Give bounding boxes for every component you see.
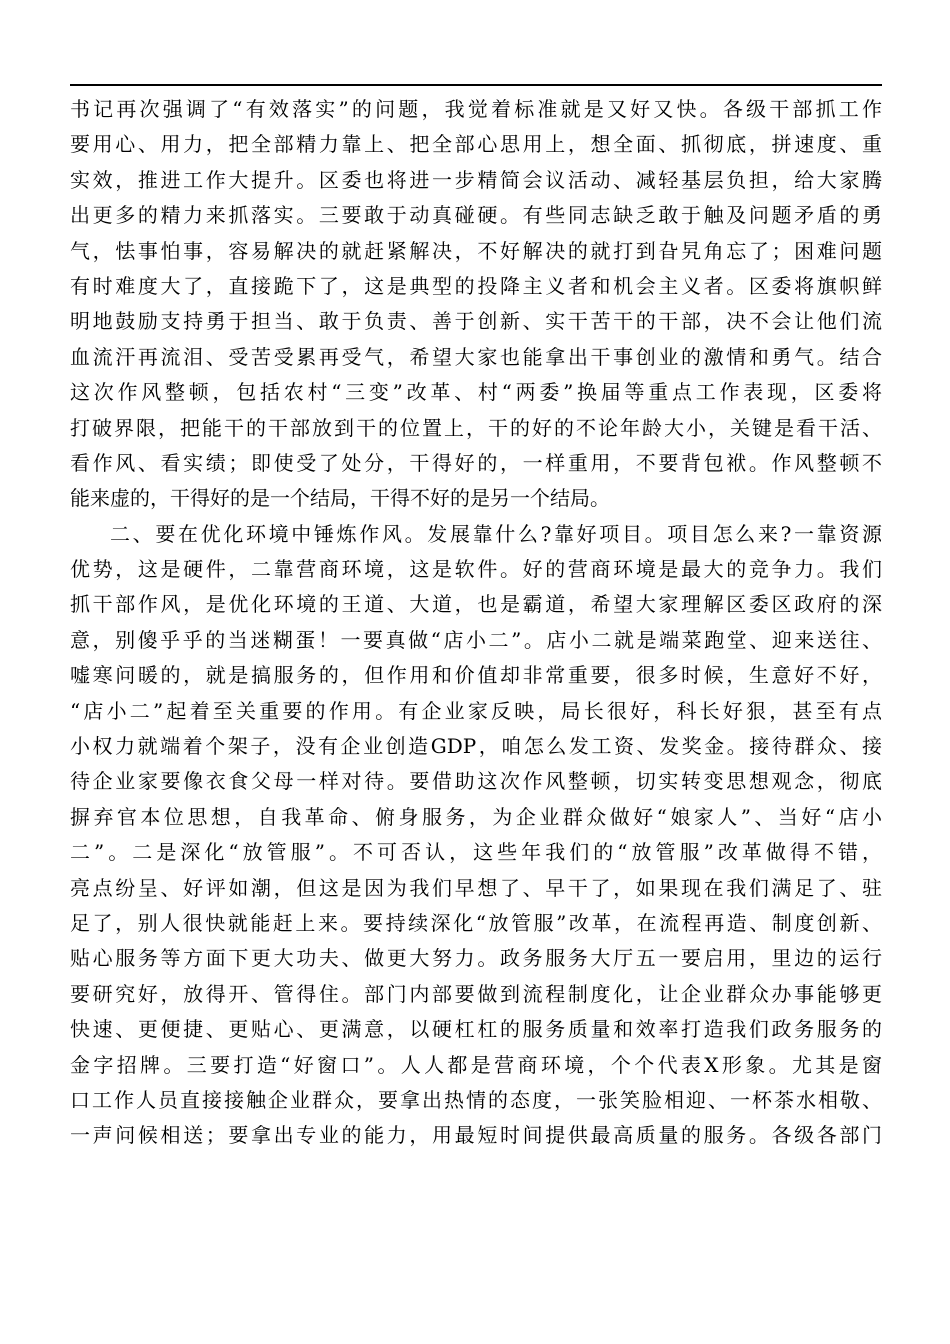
text-line: 这次作风整顿，包括农村“三变”改革、村“两委”换届等重点工作表现，区委将 <box>70 380 882 405</box>
text-line: 二”。二是深化“放管服”。不可否认，这些年我们的“放管服”改革做得不错， <box>70 840 882 865</box>
text-line: 明地鼓励支持勇于担当、敢于负责、善于创新、实干苦干的干部，决不会让他们流 <box>70 309 882 334</box>
text-line: 出更多的精力来抓落实。三要敢于动真碰硬。有些同志缺乏敢于触及问题矛盾的勇 <box>70 203 882 228</box>
text-line: 抓干部作风，是优化环境的王道、大道，也是霸道，希望大家理解区委区政府的深 <box>70 592 882 617</box>
text-line: 实效，推进工作大提升。区委也将进一步精简会议活动、减轻基层负担，给大家腾 <box>70 167 882 192</box>
text-line: 快速、更便捷、更贴心、更满意，以硬杠杠的服务质量和效率打造我们政务服务的 <box>70 1017 882 1042</box>
paragraph <box>70 517 882 1154</box>
text-line: 金字招牌。三要打造“好窗口”。人人都是营商环境，个个代表X形象。尤其是窗 <box>70 1052 882 1077</box>
text-line: 优势，这是硬件，二靠营商环境，这是软件。好的营商环境是最大的竞争力。我们 <box>70 557 882 582</box>
text-line: 嘘寒问暖的，就是搞服务的，但作用和价值却非常重要，很多时候，生意好不好， <box>70 663 882 688</box>
text-line: 意，别傻乎乎的当迷糊蛋！一要真做“店小二”。店小二就是端菜跑堂、迎来送往、 <box>70 627 882 652</box>
text-line: 小权力就端着个架子，没有企业创造GDP，咱怎么发工资、发奖金。接待群众、接 <box>70 734 882 759</box>
text-line: 能来虚的，干得好的是一个结局，干得不好的是另一个结局。 <box>70 486 610 511</box>
header-rule <box>70 84 882 86</box>
text-line: 要用心、用力，把全部精力靠上、把全部心思用上，想全面、抓彻底，拼速度、重 <box>70 132 882 157</box>
text-line: 摒弃官本位思想，自我革命、俯身服务，为企业群众做好“娘家人”、当好“店小 <box>70 804 882 829</box>
text-line: 血流汗再流泪、受苦受累再受气，希望大家也能拿出干事创业的激情和勇气。结合 <box>70 344 882 369</box>
text-line: 打破界限，把能干的干部放到干的位置上，干的好的不论年龄大小，关键是看干活、 <box>70 415 882 440</box>
text-line: 书记再次强调了“有效落实”的问题，我觉着标准就是又好又快。各级干部抓工作 <box>70 97 882 121</box>
text-line: 要研究好，放得开、管得住。部门内部要做到流程制度化，让企业群众办事能够更 <box>70 981 882 1006</box>
text-line: 有时难度大了，直接跪下了，这是典型的投降主义者和机会主义者。区委将旗帜鲜 <box>70 273 882 298</box>
text-line: 一声问候相送；要拿出专业的能力，用最短时间提供最高质量的服务。各级各部门 <box>70 1123 882 1148</box>
text-line: “店小二”起着至关重要的作用。有企业家反映，局长很好，科长好狠，甚至有点 <box>70 698 882 723</box>
text-line: 口工作人员直接接触企业群众，要拿出热情的态度，一张笑脸相迎、一杯茶水相敬、 <box>70 1087 882 1112</box>
text-line: 贴心服务等方面下更大功夫、做更大努力。政务服务大厅五一要启用，里边的运行 <box>70 946 882 971</box>
text-line: 待企业家要像衣食父母一样对待。要借助这次作风整顿，切实转变思想观念，彻底 <box>70 769 882 794</box>
text-line: 二、要在优化环境中锤炼作风。发展靠什么?靠好项目。项目怎么来?一靠资源 <box>110 521 882 546</box>
paragraph <box>70 92 882 517</box>
text-line: 亮点纷呈、好评如潮，但这是因为我们早想了、早干了，如果现在我们满足了、驻 <box>70 875 882 900</box>
text-line: 足了，别人很快就能赶上来。要持续深化“放管服”改革，在流程再造、制度创新、 <box>70 910 882 935</box>
text-line: 看作风、看实绩；即使受了处分，干得好的，一样重用，不要背包袱。作风整顿不 <box>70 450 882 475</box>
text-line: 气，怯事怕事，容易解决的就赶紧解决，不好解决的就打到旮旯角忘了；困难问题 <box>70 238 882 263</box>
body-text <box>70 92 882 1154</box>
